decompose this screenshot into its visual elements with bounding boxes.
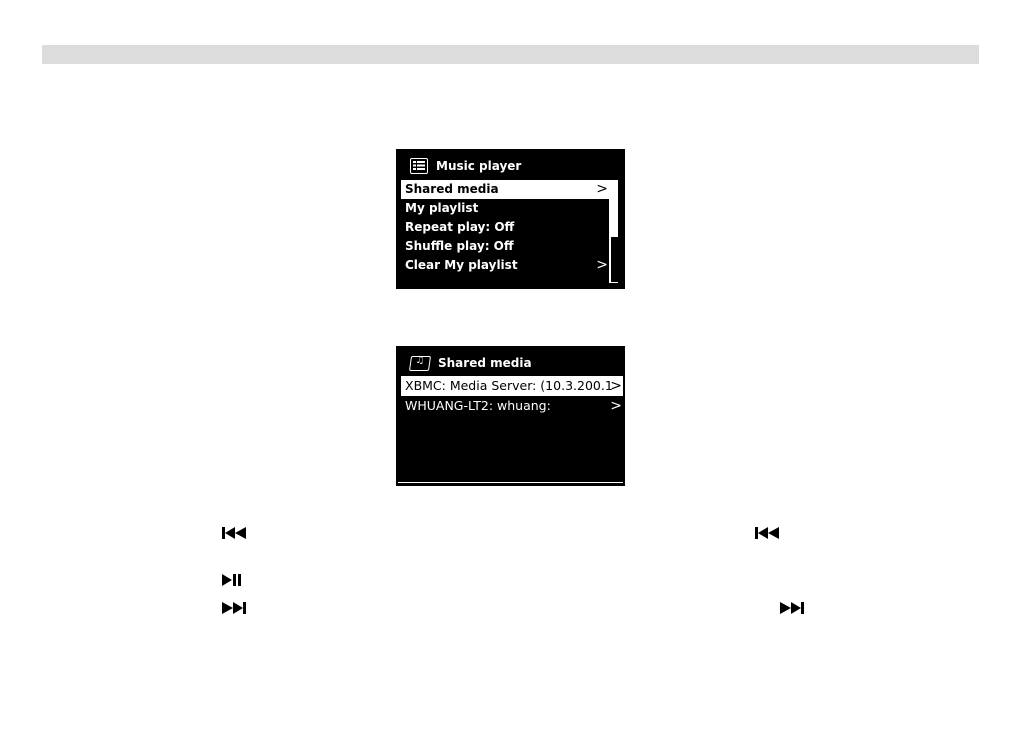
menu-list-icon xyxy=(410,158,428,174)
music-folder-icon xyxy=(409,356,431,371)
menu-item-shuffle-play[interactable]: Shuffle play: Off xyxy=(405,239,514,253)
menu-item-my-playlist[interactable]: My playlist xyxy=(405,201,479,215)
previous-track-icon xyxy=(755,527,780,539)
next-track-icon xyxy=(222,602,247,614)
server-list xyxy=(401,376,623,416)
divider xyxy=(398,482,623,484)
header-bar xyxy=(42,45,979,64)
chevron-right-icon: > xyxy=(610,398,622,414)
screen-title-text: Music player xyxy=(436,159,522,173)
next-track-icon xyxy=(780,602,805,614)
menu-item-clear-playlist[interactable]: Clear My playlist > xyxy=(405,257,608,273)
chevron-right-icon: > xyxy=(610,378,622,394)
menu-item-repeat-play[interactable]: Repeat play: Off xyxy=(405,220,515,234)
scrollbar-thumb[interactable] xyxy=(611,237,618,282)
server-item-whuang[interactable]: WHUANG-LT2: whuang: > xyxy=(405,398,622,414)
previous-track-icon xyxy=(222,527,247,539)
play-pause-icon xyxy=(222,574,242,586)
scrollbar[interactable] xyxy=(609,180,618,283)
shared-media-screen xyxy=(396,346,625,486)
screen-title-text: Shared media xyxy=(438,356,532,370)
menu-item-shared-media[interactable]: Shared media > xyxy=(401,180,609,199)
screen-title xyxy=(410,156,521,176)
chevron-right-icon: > xyxy=(596,257,608,273)
screen-title xyxy=(410,353,532,373)
chevron-right-icon: > xyxy=(596,181,608,197)
music-player-screen xyxy=(396,149,625,289)
menu-list xyxy=(401,180,609,275)
server-item-xbmc[interactable]: XBMC: Media Server: (10.3.200.1 > xyxy=(401,376,623,396)
